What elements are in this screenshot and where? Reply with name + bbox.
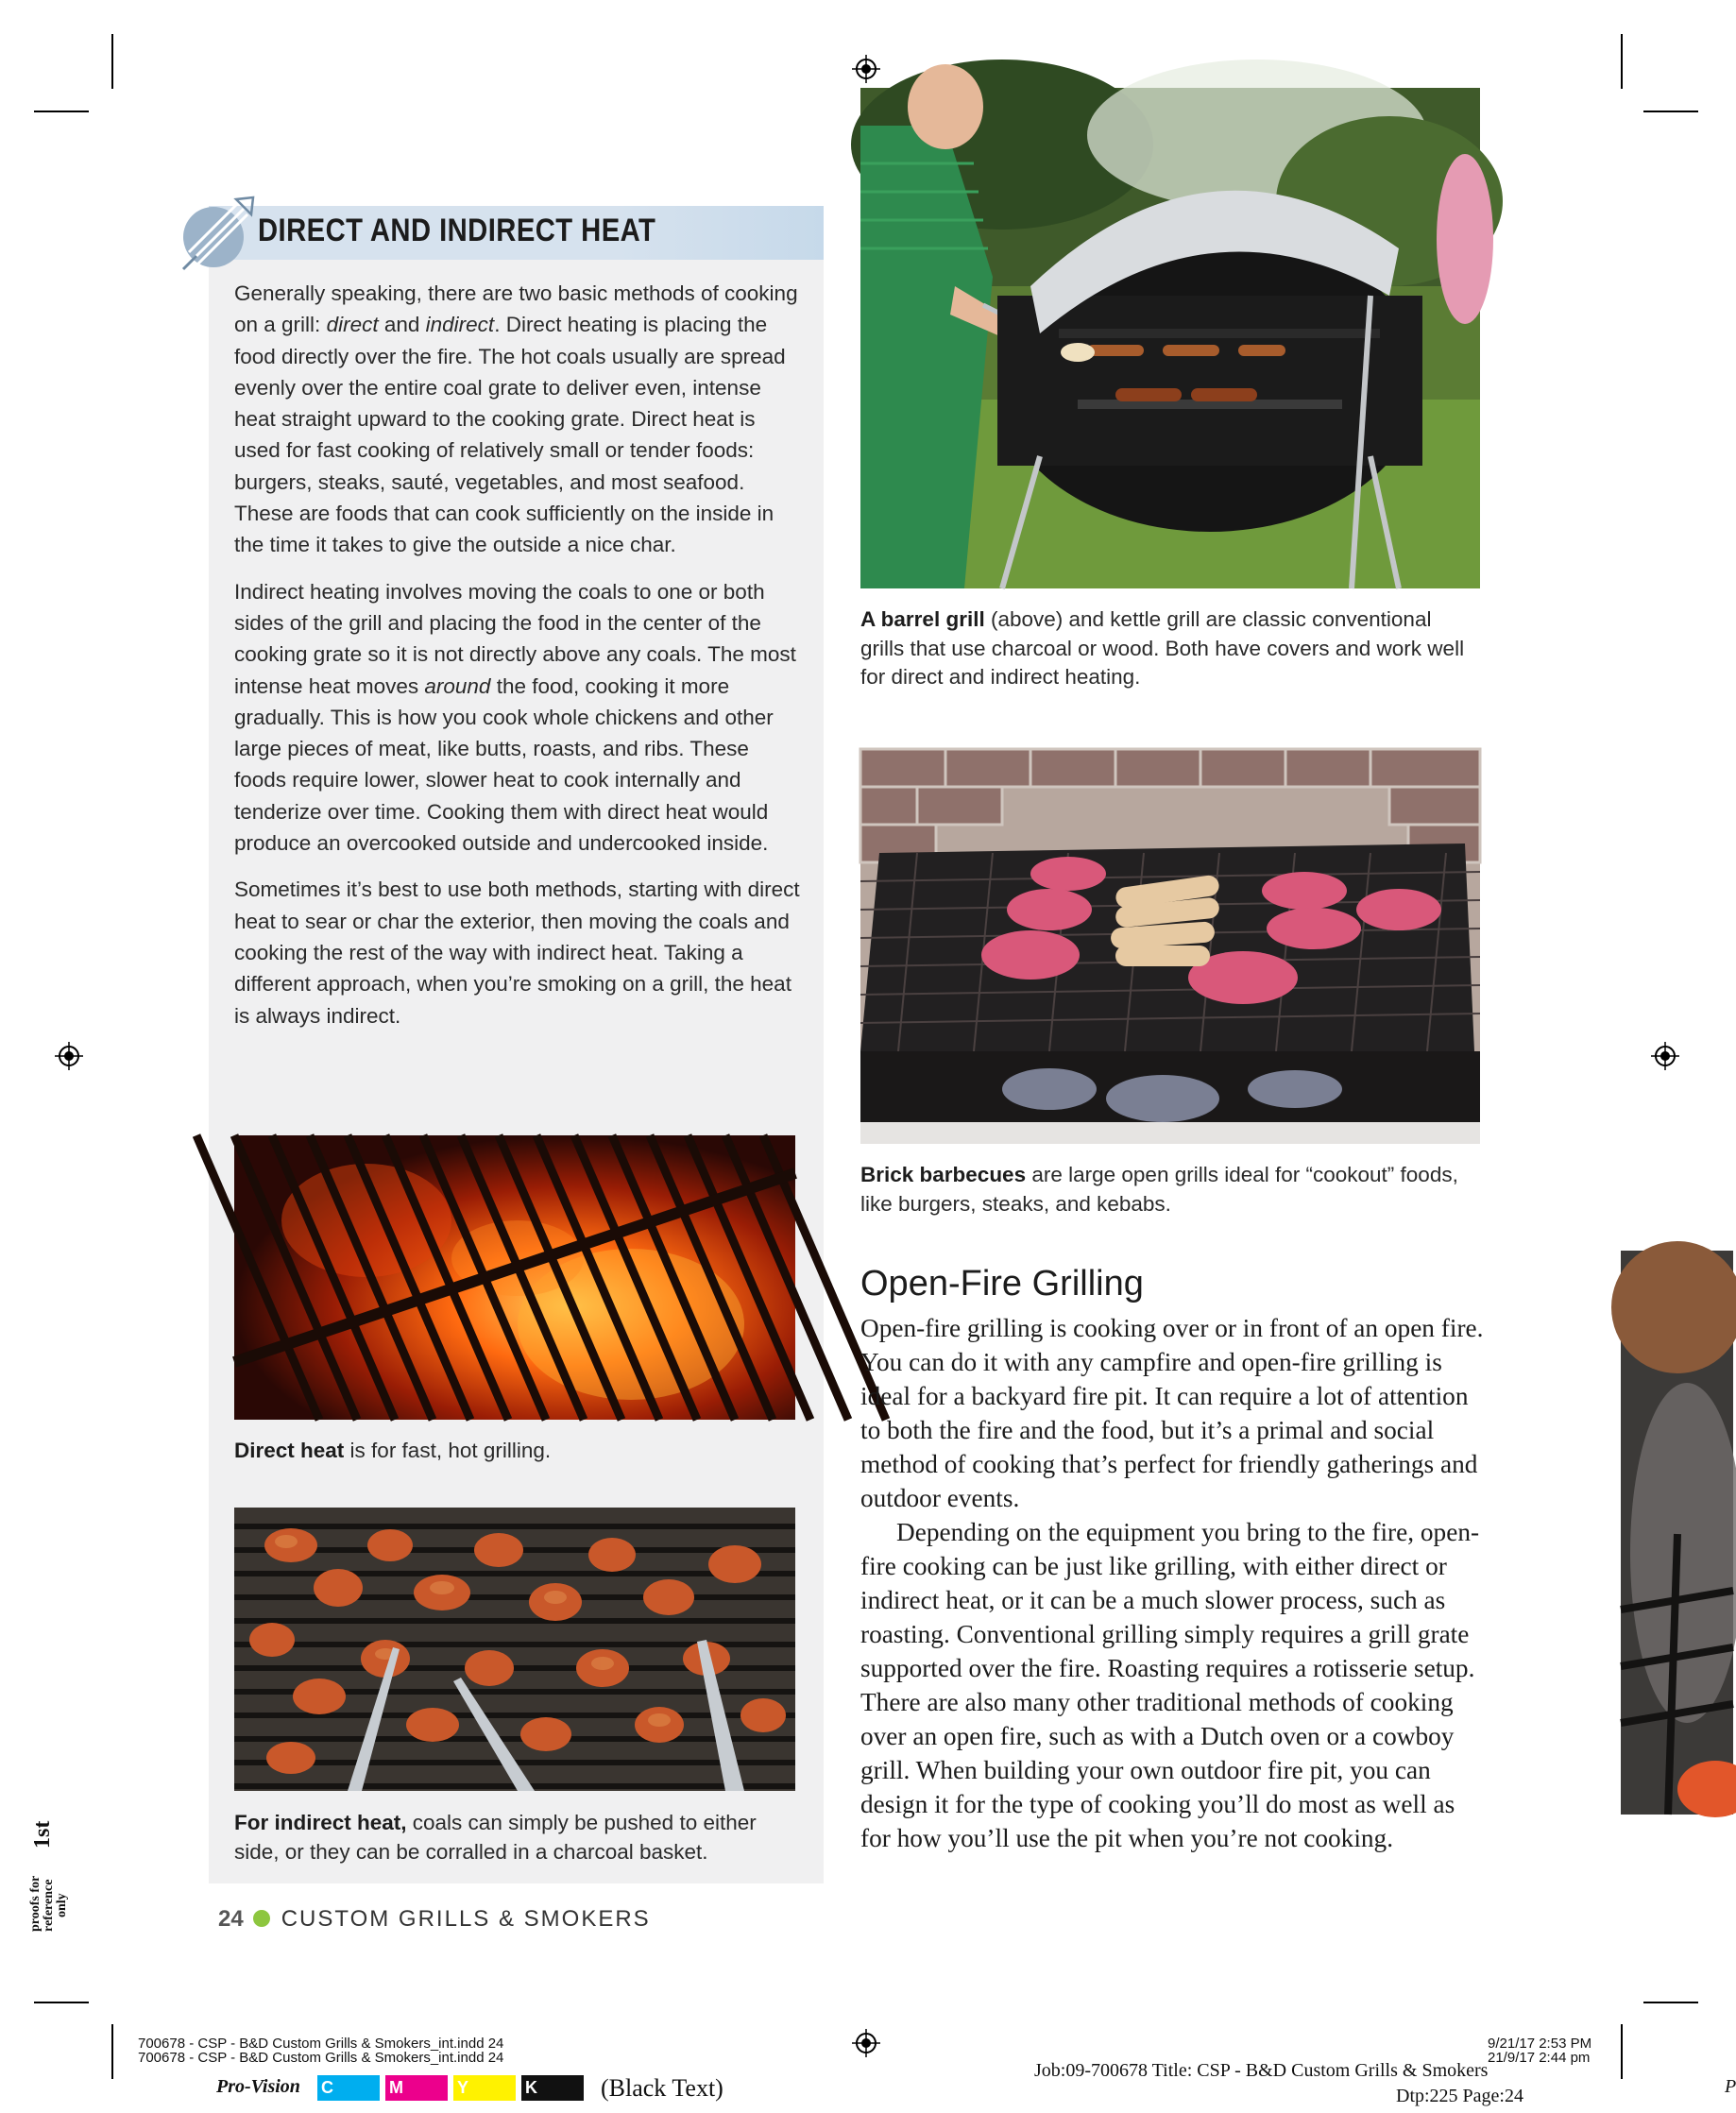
crop-mark (111, 34, 113, 89)
text-run: and (378, 313, 426, 337)
caption-barrel-grill-bold: A barrel grill (860, 607, 985, 631)
slug-edge-letter: P (1725, 2076, 1736, 2097)
sidebar-paragraph-1 (234, 278, 801, 561)
sidebar-body (234, 278, 801, 1031)
registration-mark-icon (1651, 1042, 1679, 1070)
caption-brick-barbecue-text: are large open grills ideal for “cookout” foods, like burgers, steaks, and kebabs. (860, 1163, 1458, 1216)
proof-stamp-main: 1st (30, 1820, 55, 1849)
direct-heat-photo (234, 1135, 795, 1420)
text-run: . Direct heating is placing the food directly over the fire. The hot coals usually are spread evenly over the entire coal grate to deliver even, intense heat straight upward to the cooking grate. Direct heat is used for fast cooking of relatively small or tender foods: burgers, steaks, sauté, vegetables, and most seafood. These are foods that can cook sufficiently on the inside in the time it takes to give the outside a nice char. (234, 313, 786, 557)
slug-provision: Pro-Vision (216, 2076, 300, 2097)
proof-stamp-line-3: only (55, 1893, 69, 1917)
crop-mark (1643, 111, 1698, 112)
crop-mark (1643, 2002, 1698, 2003)
brick-barbecue-photo (860, 749, 1480, 1144)
swatch-cyan: C (317, 2075, 380, 2101)
adjacent-page-photo (1621, 1251, 1733, 1815)
emphasis-text: direct (326, 313, 379, 337)
caption-barrel-grill (860, 605, 1474, 692)
body-text (860, 1311, 1484, 1855)
caption-indirect-heat-text: coals can simply be pushed to either side, or they can be corralled in a charcoal basket. (234, 1811, 757, 1864)
text-run: Indirect heating involves moving the coals to one or both sides of the grill and placing the food in the center of the cooking grate so it is not directly above any coals. The most intense heat moves (234, 579, 796, 698)
swatch-yellow: Y (453, 2075, 516, 2101)
crop-mark (34, 111, 89, 112)
text-run: the food, cooking it more gradually. This is how you cook whole chickens and other large pieces of meat, like butts, roasts, and ribs. These foods require lower, slower heat to cook internally and tenderize over time. Cooking them with direct heat would produce an overcooked outside and undercooked inside. (234, 673, 774, 856)
registration-mark-icon (852, 2029, 880, 2057)
caption-barrel-grill-text: (above) and kettle grill are classic conventional grills that use charcoal or wood. Both have covers and work well for direct and indirect heating. (860, 607, 1465, 689)
crop-mark (111, 2024, 113, 2079)
slug-file-1: 700678 - CSP - B&D Custom Grills & Smokers_int.indd 24 (138, 2036, 504, 2052)
caption-indirect-heat-bold: For indirect heat, (234, 1811, 407, 1834)
slug-job: Job:09-700678 Title: CSP - B&D Custom Grills & Smokers (1034, 2060, 1489, 2081)
caption-brick-barbecue-bold: Brick barbecues (860, 1163, 1027, 1186)
text-run: Sometimes it’s best to use both methods, starting with direct heat to sear or char the exterior, then moving the coals and cooking the rest of the way with indirect heat. Taking a different approach, when you’re smoking on a grill, the heat is always indirect. (234, 878, 800, 1028)
sidebar-title: DIRECT AND INDIRECT HEAT (258, 213, 656, 248)
caption-brick-barbecue (860, 1161, 1474, 1218)
registration-mark-icon (55, 1042, 83, 1070)
indirect-heat-photo (234, 1508, 795, 1791)
slug-black-text: (Black Text) (601, 2074, 723, 2102)
pencil-tip-icon (178, 194, 257, 273)
body-paragraph-1: Open-fire grilling is cooking over or in front of an open fire. You can do it with any campfire and open-fire grilling is ideal for a backyard fire pit. It can require a lot of attention to both the fire and the food, but it’s a primal and social method of cooking that’s perfect for friendly gatherings and outdoor events. (860, 1314, 1484, 1512)
proof-stamp-line-1: proofs for (28, 1875, 43, 1932)
swatch-black: K (521, 2075, 584, 2101)
swatch-magenta: M (385, 2075, 448, 2101)
emphasis-text: indirect (425, 313, 495, 337)
folio-bullet-icon (253, 1910, 270, 1927)
page-number: 24 (218, 1906, 244, 1932)
slug-dtp: Dtp:225 Page:24 (1396, 2086, 1523, 2106)
caption-direct-heat-bold: Direct heat (234, 1439, 345, 1462)
slug-file-2: 700678 - CSP - B&D Custom Grills & Smokers_int.indd 24 (138, 2050, 504, 2066)
slug-date-1: 9/21/17 2:53 PM (1488, 2036, 1592, 2052)
emphasis-text: around (424, 673, 491, 698)
slug-date-2: 21/9/17 2:44 pm (1488, 2050, 1591, 2066)
crop-mark (1621, 2024, 1623, 2079)
caption-direct-heat-text: is for fast, hot grilling. (344, 1439, 552, 1462)
text-run: Generally speaking, there are two basic methods of cooking on a grill: (234, 281, 798, 337)
book-title: CUSTOM GRILLS & SMOKERS (281, 1906, 651, 1932)
barrel-grill-photo (860, 88, 1480, 588)
caption-indirect-heat (234, 1809, 801, 1866)
proof-stamp-line-2: reference (42, 1879, 56, 1932)
registration-mark-icon (852, 55, 880, 83)
page-folio (218, 1906, 651, 1933)
crop-mark (34, 2002, 89, 2003)
sidebar-paragraph-2 (234, 576, 801, 860)
body-paragraph-2: Depending on the equipment you bring to the fire, open-fire cooking can be just like grilling, with either direct or indirect heat, or it can be a much slower process, such as roasting. Conventional grilling simply requires a grill grate supported over the fire. Roasting requires a rotisserie setup. There are also many other traditional methods of cooking over an open fire, such as with a Dutch oven or a cowboy grill. When building your own outdoor fire pit, you can design it for the type of cooking you’ll do most as well as for how you’ll use the pit when you’re not cooking. (860, 1518, 1480, 1852)
sidebar-paragraph-3 (234, 874, 801, 1031)
crop-mark (1621, 34, 1623, 89)
caption-direct-heat (234, 1437, 795, 1466)
section-title: Open-Fire Grilling (860, 1264, 1144, 1304)
